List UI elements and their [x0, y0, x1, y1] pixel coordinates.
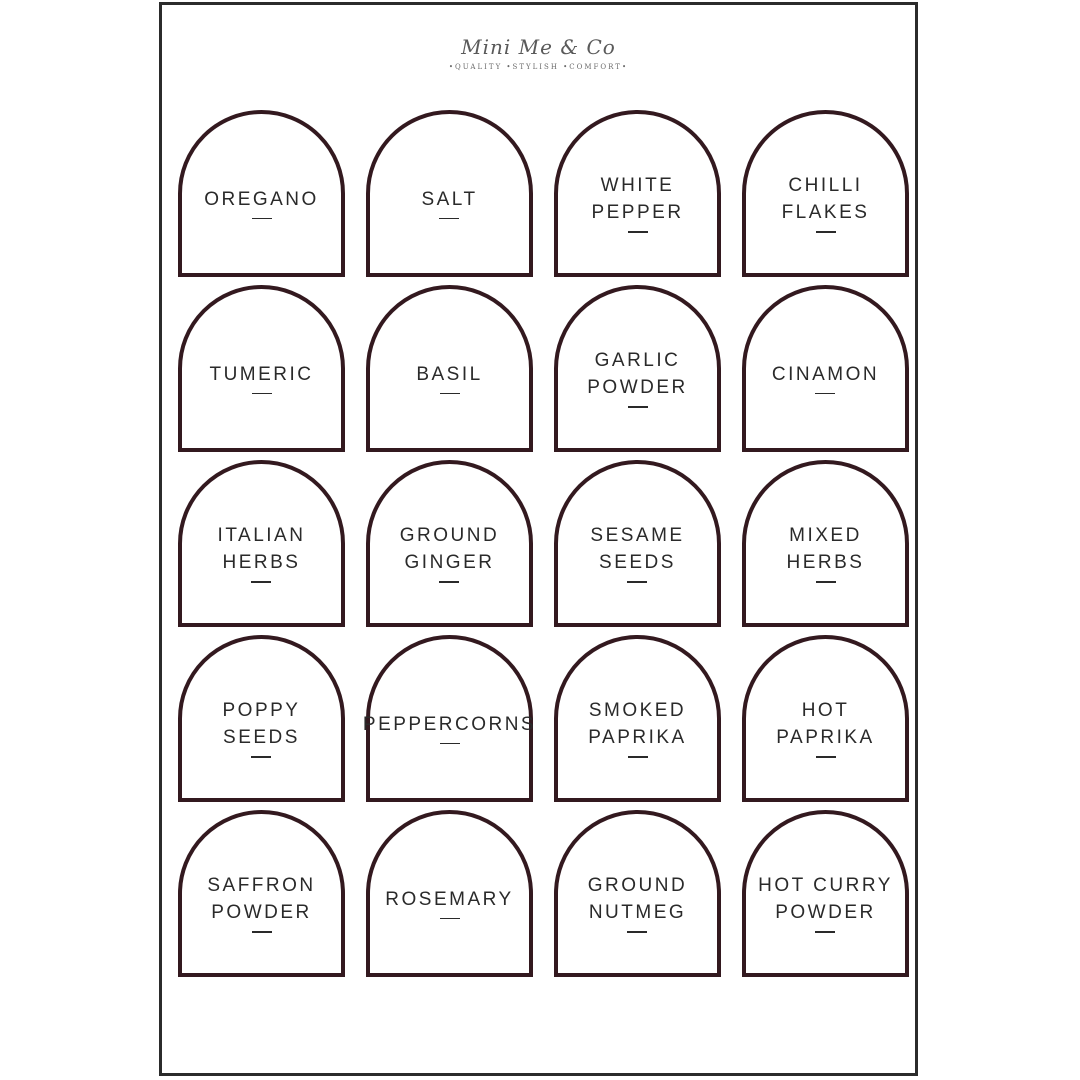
label-dash — [628, 231, 648, 233]
spice-label — [742, 635, 909, 802]
spice-label-text: GROUND NUTMEG — [587, 875, 688, 924]
brand-tagline: •QUALITY •STYLISH •COMFORT• — [448, 63, 629, 71]
spice-label-text: SMOKED PAPRIKA — [588, 700, 687, 749]
label-dash — [440, 743, 460, 745]
label-dash — [815, 393, 835, 395]
spice-label — [366, 810, 533, 977]
spice-label — [366, 285, 533, 452]
spice-label — [178, 110, 345, 277]
spice-label — [554, 110, 721, 277]
label-dash — [816, 231, 836, 233]
brand-logo: Mini Me & Co — [461, 35, 616, 59]
spice-label — [742, 810, 909, 977]
spice-label-text: CINAMON — [771, 363, 880, 385]
spice-label-text: GROUND GINGER — [399, 525, 500, 574]
label-sheet — [159, 2, 918, 1076]
spice-label-text: HOT PAPRIKA — [776, 700, 875, 749]
spice-label — [742, 460, 909, 627]
label-dash — [816, 756, 836, 758]
spice-label-text: SALT — [421, 188, 478, 210]
brand-header — [162, 33, 915, 73]
label-dash — [815, 931, 835, 933]
label-dash — [252, 393, 272, 395]
spice-label — [742, 110, 909, 277]
spice-label — [366, 110, 533, 277]
spice-label — [178, 285, 345, 452]
spice-label — [178, 635, 345, 802]
label-dash — [439, 581, 459, 583]
spice-label-text: PEPPERCORNS — [362, 713, 537, 735]
spice-label — [554, 635, 721, 802]
label-dash — [628, 756, 648, 758]
spice-label-text: POPPY SEEDS — [222, 700, 301, 749]
spice-label — [178, 810, 345, 977]
spice-label — [742, 285, 909, 452]
spice-label-text: HOT CURRY POWDER — [758, 875, 893, 924]
label-dash — [816, 581, 836, 583]
spice-label — [554, 810, 721, 977]
label-dash — [252, 931, 272, 933]
label-grid — [178, 110, 912, 977]
spice-label — [362, 635, 537, 802]
label-dash — [628, 406, 648, 408]
spice-label-text: ROSEMARY — [385, 888, 514, 910]
spice-label-text: ITALIAN HERBS — [217, 525, 306, 574]
label-dash — [627, 931, 647, 933]
spice-label — [554, 460, 721, 627]
spice-label — [178, 460, 345, 627]
label-dash — [439, 218, 459, 220]
label-dash — [440, 918, 460, 920]
spice-label-text: WHITE PEPPER — [591, 175, 684, 224]
spice-label-text: MIXED HERBS — [786, 525, 865, 574]
spice-label — [554, 285, 721, 452]
spice-label-text: CHILLI FLAKES — [781, 175, 870, 224]
label-dash — [251, 581, 271, 583]
spice-label-text: BASIL — [416, 363, 483, 385]
spice-label-text: TUMERIC — [209, 363, 314, 385]
spice-label-text: GARLIC POWDER — [587, 350, 688, 399]
spice-label — [366, 460, 533, 627]
label-dash — [440, 393, 460, 395]
spice-label-text: SAFFRON POWDER — [207, 875, 316, 924]
label-dash — [252, 218, 272, 220]
spice-label-text: SESAME SEEDS — [590, 525, 685, 574]
label-dash — [251, 756, 271, 758]
spice-label-text: OREGANO — [204, 188, 319, 210]
label-dash — [627, 581, 647, 583]
